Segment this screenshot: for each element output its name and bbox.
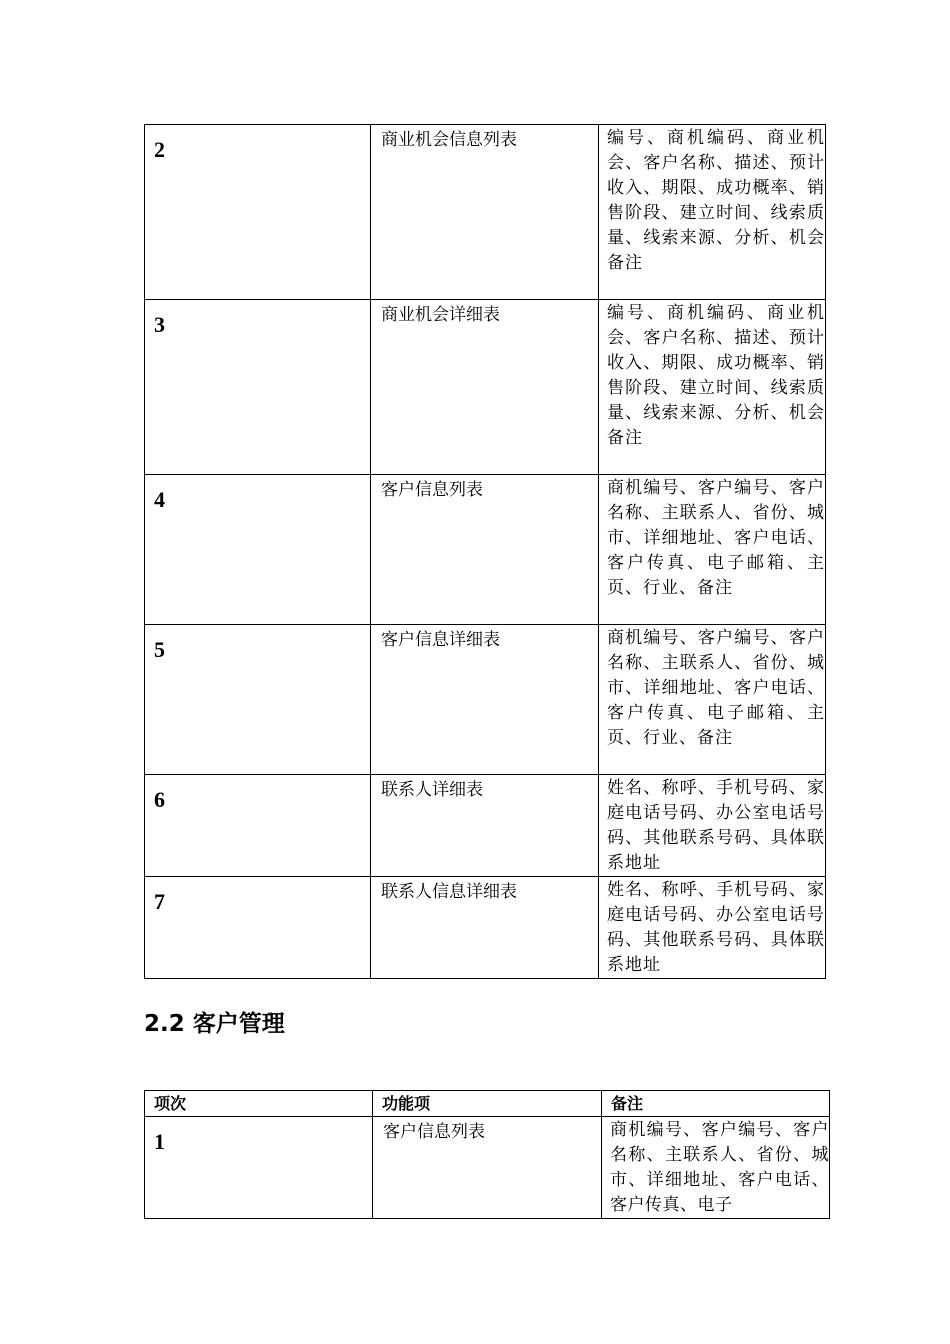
table-row [145, 475, 826, 625]
table-row [145, 125, 826, 300]
function-item: 商业机会信息列表 [371, 125, 599, 300]
table-row [145, 877, 826, 979]
row-number: 2 [145, 125, 371, 300]
row-number: 7 [145, 877, 371, 979]
function-item: 客户信息列表 [371, 475, 599, 625]
function-item: 客户信息详细表 [371, 625, 599, 775]
row-number: 5 [145, 625, 371, 775]
table-row [145, 1117, 830, 1219]
function-item: 商业机会详细表 [371, 300, 599, 475]
function-item: 客户信息列表 [373, 1117, 602, 1219]
section-heading: 2.2 客户管理 [144, 1011, 285, 1037]
remark: 编号、商机编码、商业机会、客户名称、描述、预计收入、期限、成功概率、销售阶段、建立时间、线索质量、线索来源、分析、机会备注 [599, 125, 826, 300]
row-number: 6 [145, 775, 371, 877]
function-table-2 [144, 1090, 830, 1219]
header-item-no: 项次 [145, 1091, 373, 1117]
table-header-row [145, 1091, 830, 1117]
row-number: 4 [145, 475, 371, 625]
function-table-1 [144, 124, 826, 979]
remark: 姓名、称呼、手机号码、家庭电话号码、办公室电话号码、其他联系号码、具体联系地址 [599, 877, 826, 979]
remark: 商机编号、客户编号、客户名称、主联系人、省份、城市、详细地址、客户电话、客户传真、电子 [602, 1117, 830, 1219]
function-item: 联系人详细表 [371, 775, 599, 877]
row-number: 3 [145, 300, 371, 475]
table-row [145, 625, 826, 775]
header-function: 功能项 [373, 1091, 602, 1117]
remark: 编号、商机编码、商业机会、客户名称、描述、预计收入、期限、成功概率、销售阶段、建立时间、线索质量、线索来源、分析、机会备注 [599, 300, 826, 475]
remark: 商机编号、客户编号、客户名称、主联系人、省份、城市、详细地址、客户电话、客户传真、电子邮箱、主页、行业、备注 [599, 625, 826, 775]
remark: 商机编号、客户编号、客户名称、主联系人、省份、城市、详细地址、客户电话、客户传真、电子邮箱、主页、行业、备注 [599, 475, 826, 625]
table-row [145, 775, 826, 877]
table-row [145, 300, 826, 475]
remark: 姓名、称呼、手机号码、家庭电话号码、办公室电话号码、其他联系号码、具体联系地址 [599, 775, 826, 877]
row-number: 1 [145, 1117, 373, 1219]
header-remark: 备注 [602, 1091, 830, 1117]
function-item: 联系人信息详细表 [371, 877, 599, 979]
